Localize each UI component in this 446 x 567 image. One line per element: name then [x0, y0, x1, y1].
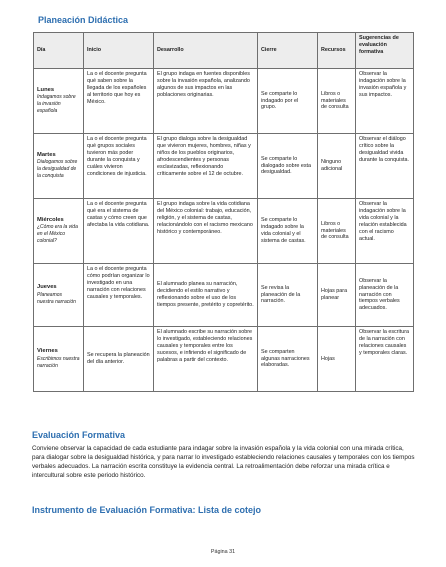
day-cell [34, 264, 84, 327]
section-title-planeacion: Planeación Didáctica [38, 15, 129, 25]
section-title-evaluacion: Evaluación Formativa [32, 430, 126, 440]
sugerencias-cell: Observar la planeación de la narración con tiempos verbales adecuados. [356, 264, 414, 327]
page-number: Página 31 [210, 549, 236, 555]
header-dia: Día [34, 33, 84, 69]
table-header-row [34, 33, 414, 69]
sugerencias-cell: Observar el diálogo crítico sobre la desigualdad vivida durante la conquista. [356, 134, 414, 199]
cierre-cell: Se comparte lo indagado sobre la vida colonial y el sistema de castas. [258, 199, 318, 264]
cierre-cell: Se comparten algunas narraciones elaboradas. [258, 327, 318, 392]
day-name: Jueves [37, 284, 57, 291]
table-row [34, 69, 414, 134]
header-sugerencias: Sugerencias de evaluación formativa [356, 33, 414, 69]
inicio-cell: La o el docente pregunta cómo podrían organizar lo investigado en una narración con relaciones causales y temporales. [84, 264, 154, 327]
planning-table [33, 32, 414, 392]
sugerencias-cell: Observar la indagación sobre la vida colonial y la relación establecida con el racismo actual. [356, 199, 414, 264]
day-name: Viernes [37, 348, 58, 355]
table-row [34, 264, 414, 327]
inicio-cell: La o el docente pregunta qué saben sobre la llegada de los españoles al territorio que hoy es México. [84, 69, 154, 134]
sugerencias-cell: Observar la indagación sobre la invasión española y sus impactos. [356, 69, 414, 134]
day-name: Lunes [37, 86, 55, 93]
desarrollo-cell: El grupo indaga en fuentes disponibles sobre la invasión española, analizando algunos de sus impactos en las poblaciones originarias. [154, 69, 258, 134]
day-subtitle: Planeamos nuestra narración [37, 291, 76, 305]
desarrollo-cell: El grupo dialoga sobre la desigualdad que vivieron mujeres, hombres, niñas y niños de los pueblos originarios, afrodescendientes y personas esclavizadas, reflexionando críticamente sobre el 12 de octubre. [154, 134, 258, 199]
cierre-cell: Se comparte lo indagado por el grupo. [258, 69, 318, 134]
desarrollo-cell: El alumnado planea su narración, decidiendo el estilo narrativo y reflexionando sobre el uso de los tiempos presente, pretérito y copretérito. [154, 264, 258, 327]
header-cierre: Cierre [258, 33, 318, 69]
inicio-cell: La o el docente pregunta qué grupos sociales tuvieron más poder durante la conquista y cuáles vivieron condiciones de injusticia. [84, 134, 154, 199]
table-row [34, 134, 414, 199]
header-recursos: Recursos [318, 33, 356, 69]
recursos-cell: Hojas para planear [318, 264, 356, 327]
recursos-cell: Libros o materiales de consulta [318, 199, 356, 264]
day-subtitle: Indagamos sobre la invasión española [37, 94, 76, 115]
sugerencias-cell: Observar la escritura de la narración con relaciones causales y temporales claras. [356, 327, 414, 392]
header-desarrollo: Desarrollo [154, 33, 258, 69]
day-subtitle: ¿Cómo era la vida en el México colonial? [37, 224, 78, 245]
day-name: Martes [37, 151, 56, 158]
desarrollo-cell: El alumnado escribe su narración sobre lo investigado, estableciendo relaciones causales y temporales entre los sucesos, e infiriendo el significado de palabras a partir del contexto. [154, 327, 258, 392]
cierre-cell: Se revisa la planeación de la narración. [258, 264, 318, 327]
inicio-cell: La o el docente pregunta qué era el sistema de castas y cómo creen que afectaba la vida cotidiana. [84, 199, 154, 264]
evaluacion-paragraph: Conviene observar la capacidad de cada estudiante para indagar sobre la invasión española y la vida colonial con una mirada crítica, para dialogar sobre la desigualdad histórica, y para narrar lo investigado estableciendo relaciones causales y temporales con los tiempos verbales adecuados. La narración escrita constituye la evidencia central. La retroalimentación debe reforzar una mirada crítica e intercultural sobre este periodo histórico. [32, 445, 415, 480]
day-cell [34, 199, 84, 264]
day-cell [34, 134, 84, 199]
header-inicio: Inicio [84, 33, 154, 69]
day-subtitle: Escribimos nuestra narración [37, 355, 80, 369]
table-row [34, 327, 414, 392]
table-row [34, 199, 414, 264]
recursos-cell: Libros o materiales de consulta [318, 69, 356, 134]
section-title-instrumento: Instrumento de Evaluación Formativa: Lista de cotejo [32, 505, 262, 515]
recursos-cell: Ninguno adicional [318, 134, 356, 199]
inicio-cell: Se recupera la planeación del día anterior. [84, 327, 154, 392]
day-name: Miércoles [37, 216, 64, 223]
day-cell [34, 69, 84, 134]
cierre-cell: Se comparte lo dialogado sobre esta desigualdad. [258, 134, 318, 199]
recursos-cell: Hojas [318, 327, 356, 392]
desarrollo-cell: El grupo indaga sobre la vida cotidiana del México colonial: trabajo, educación, religión, y el sistema de castas, relacionándolo con el racismo mexicano histórico y contemporáneo. [154, 199, 258, 264]
day-subtitle: Dialogamos sobre la desigualdad de la conquista [37, 159, 78, 180]
day-cell [34, 327, 84, 392]
